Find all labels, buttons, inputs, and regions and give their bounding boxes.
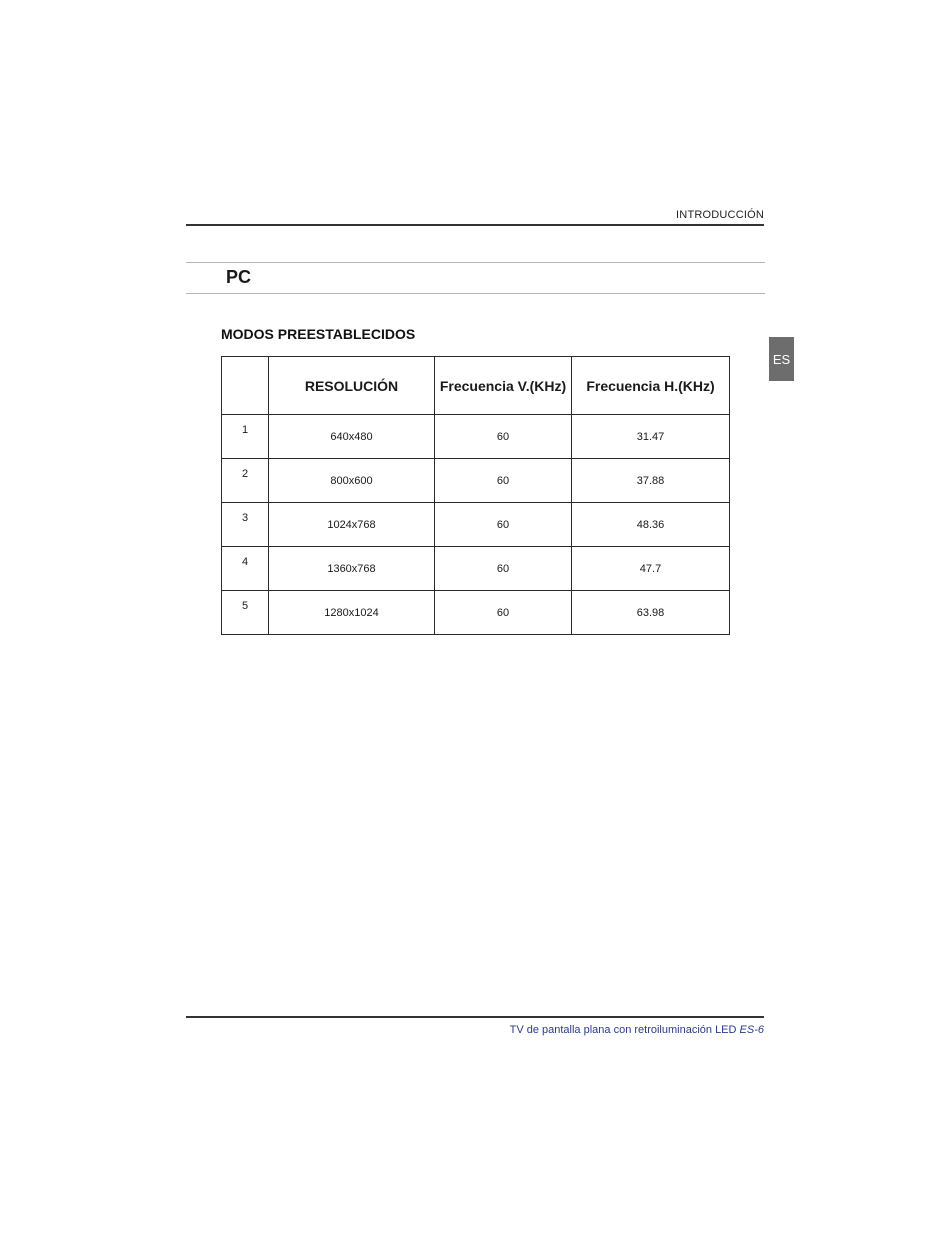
h-frequency-cell: 48.36: [572, 503, 730, 547]
table-header-row: [222, 357, 730, 415]
resolution-cell: 1280x1024: [269, 591, 435, 635]
section-heading-band: [186, 262, 765, 294]
v-frequency-cell: 60: [435, 503, 572, 547]
header-divider: [186, 224, 764, 226]
resolution-cell: 640x480: [269, 415, 435, 459]
resolution-cell: 1360x768: [269, 547, 435, 591]
v-frequency-cell: 60: [435, 459, 572, 503]
page-header-label: INTRODUCCIÓN: [676, 209, 764, 221]
h-frequency-cell: 63.98: [572, 591, 730, 635]
table-row: [222, 415, 730, 459]
footer-divider: [186, 1016, 764, 1018]
column-header-index: [222, 357, 269, 415]
footer-product-name: TV de pantalla plana con retroiluminación LED: [509, 1024, 737, 1036]
h-frequency-cell: 47.7: [572, 547, 730, 591]
h-frequency-cell: 37.88: [572, 459, 730, 503]
table-row: [222, 547, 730, 591]
language-tab: ES: [769, 337, 794, 381]
row-index: 5: [222, 591, 269, 635]
v-frequency-cell: 60: [435, 591, 572, 635]
h-frequency-cell: 31.47: [572, 415, 730, 459]
row-index: 4: [222, 547, 269, 591]
v-frequency-cell: 60: [435, 547, 572, 591]
row-index: 3: [222, 503, 269, 547]
table-row: [222, 459, 730, 503]
resolution-cell: 800x600: [269, 459, 435, 503]
column-header-h-frequency: Frecuencia H.(KHz): [572, 357, 730, 415]
column-header-v-frequency: Frecuencia V.(KHz): [435, 357, 572, 415]
section-title: PC: [226, 267, 252, 287]
row-index: 2: [222, 459, 269, 503]
page-footer: [510, 1024, 764, 1036]
column-header-resolution: RESOLUCIÓN: [269, 357, 435, 415]
table-row: [222, 503, 730, 547]
resolution-cell: 1024x768: [269, 503, 435, 547]
page-number: ES-6: [739, 1024, 764, 1036]
v-frequency-cell: 60: [435, 415, 572, 459]
preset-modes-table: [221, 356, 730, 635]
table-row: [222, 591, 730, 635]
table-title: MODOS PREESTABLECIDOS: [221, 326, 416, 342]
row-index: 1: [222, 415, 269, 459]
